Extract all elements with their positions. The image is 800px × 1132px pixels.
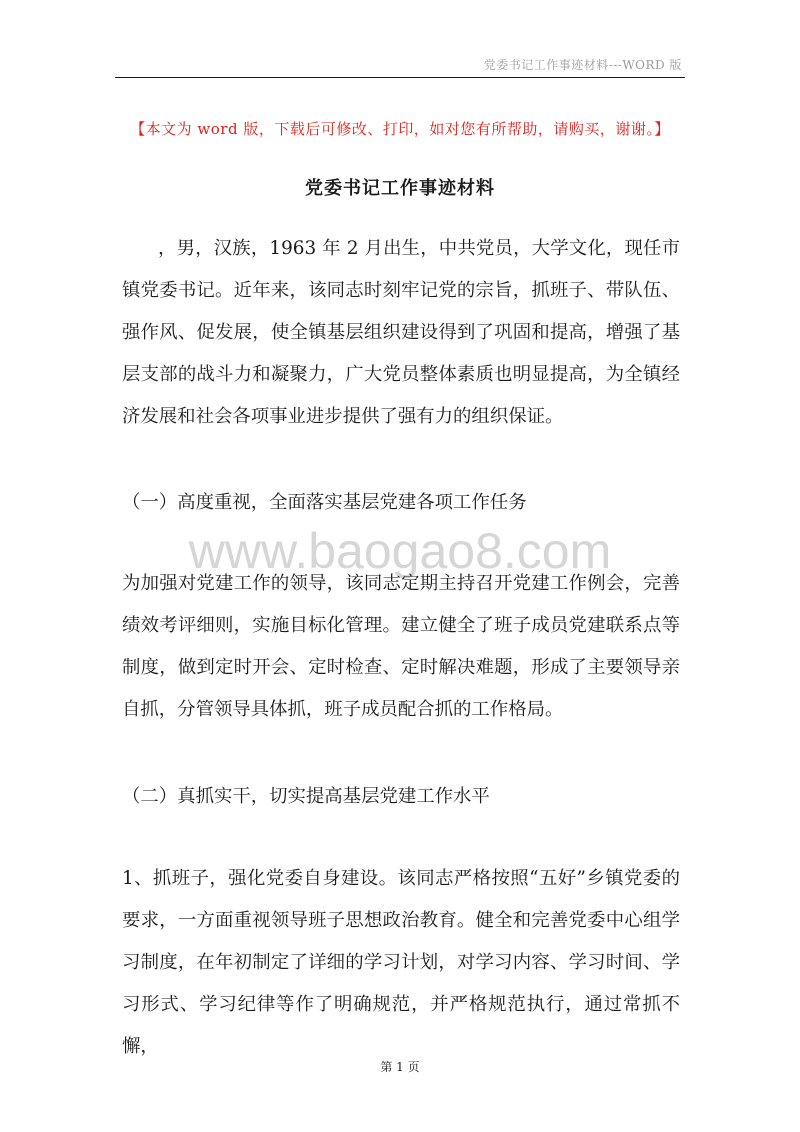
section-one-paragraph: 为加强对党建工作的领导，该同志定期主持召开党建工作例会，完善绩效考评细则，实施目标化管理。建立健全了班子成员党建联系点等制度，做到定时开会、定时检查、定时解决难题，形成了主要领导亲自抓，分管领导具体抓，班子成员配合抓的工作格局。: [122, 573, 680, 720]
document-title: 党委书记工作事迹材料: [305, 178, 495, 199]
page-number: 第 1 页: [380, 1060, 420, 1074]
header-divider: [115, 77, 685, 78]
purchase-notice: 【本文为 word 版，下载后可修改、打印，如对您有所帮助，请购买，谢谢。】: [130, 120, 670, 138]
intro-paragraph: ，男，汉族，1963 年 2 月出生，中共党员，大学文化，现任市镇党委书记。近年来，该同志时刻牢记党的宗旨，抓班子、带队伍、强作风、促发展，使全镇基层组织建设得到了巩固和提高，增强了基层支部的战斗力和凝聚力，广大党员整体素质也明显提高，为全镇经济发展和社会各项事业进步提供了强有力的组织保证。: [122, 238, 680, 427]
running-header: 党委书记工作事迹材料---WORD 版: [483, 58, 682, 72]
section-heading-two: （二）真抓实干，切实提高基层党建工作水平: [122, 786, 490, 807]
watermark: www.baogao8.com: [188, 523, 612, 579]
section-heading-one: （一）高度重视，全面落实基层党建各项工作任务: [122, 492, 527, 513]
section-two-paragraph: 1、抓班子，强化党委自身建设。该同志严格按照“五好”乡镇党委的要求，一方面重视领导班子思想政治教育。健全和完善党委中心组学习制度，在年初制定了详细的学习计划，对学习内容、学习时间、学习形式、学习纪律等作了明确规范，并严格规范执行，通过常抓不懈，: [122, 868, 680, 1057]
